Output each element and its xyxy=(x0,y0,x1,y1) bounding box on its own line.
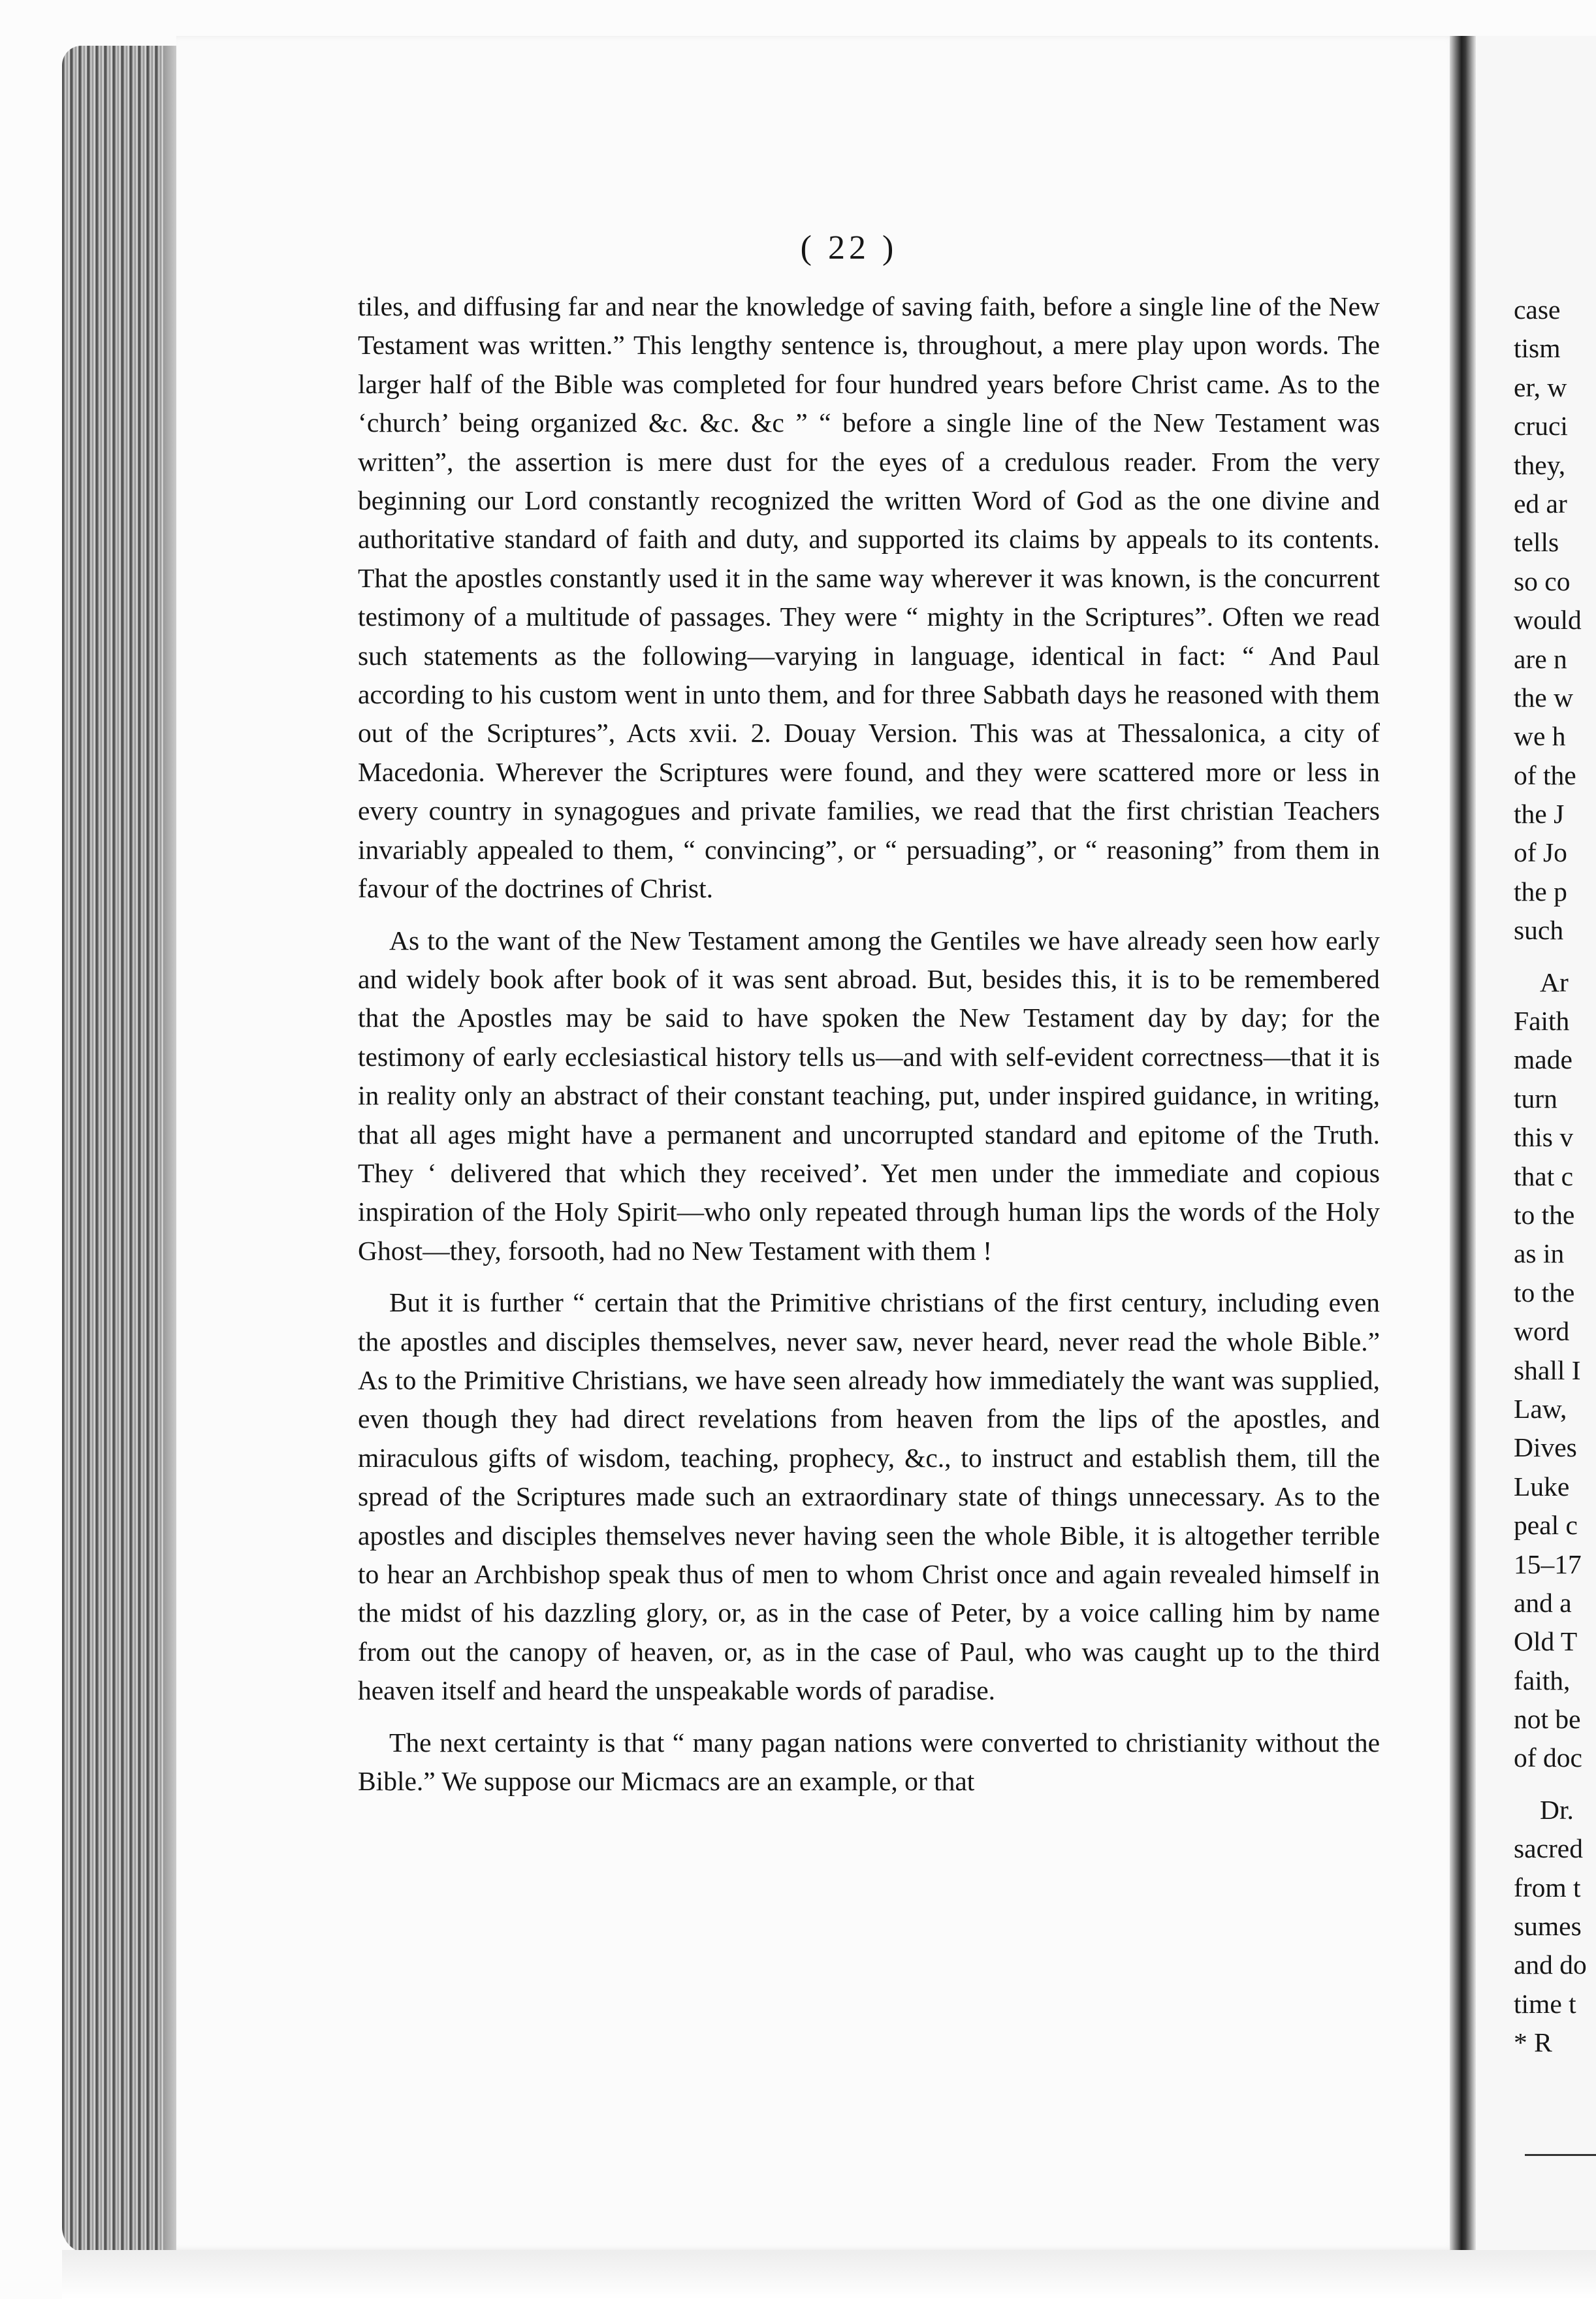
facing-page-line: Luke xyxy=(1514,1471,1570,1502)
facing-page-line: er, w xyxy=(1514,372,1567,402)
facing-page-line: that c xyxy=(1514,1161,1574,1191)
facing-page-line: would xyxy=(1514,605,1582,635)
facing-page-line: tells xyxy=(1514,527,1559,558)
facing-page-line: of the xyxy=(1514,760,1576,790)
facing-page-line: the J xyxy=(1514,799,1565,829)
facing-page-line: from t xyxy=(1514,1872,1581,1903)
facing-page-line: faith, xyxy=(1514,1665,1571,1696)
paragraph: As to the want of the New Testament among the Gentiles we have already seen how early and widely book after book of it was sent abroad. But, besides this, it is to be remembered that the Apostles may be said to have spoken the New Testament day by day; for the testimony of early ecclesiastical history tells us—and with self-evident correctness—that it is in reality only an abstract of their constant teaching, put, under inspired guidance, in writing, that all ages might have a permanent and uncorrupted standard and epitome of the Truth. They ‘ delivered that which they received’. Yet men under the immediate and copious inspiration of the Holy Spirit—who only repeated through human lips the words of the Holy Ghost—they, forsooth, had no New Testament with them ! xyxy=(358,925,1380,1266)
facing-page-line: they, xyxy=(1514,449,1566,480)
facing-page-line: of doc xyxy=(1514,1743,1582,1773)
page-number: ( 22 ) xyxy=(800,229,898,266)
paragraph: But it is further “ certain that the Primitive christians of the first century, including even the apostles and disciples themselves, never saw, never heard, never read the whole Bible.” As to the Primitive Christians, we have seen already how immediately the want was supplied, even though they had direct revelations from heaven from the lips of the apostles, and miraculous gifts of wisdom, teaching, prophecy, &c., to instruct and establish them, till the spread of the Scriptures made such an extraordinary state of things unnecessary. As to the apostles and disciples themselves never having seen the whole Bible, it is altogether terrible to hear an Archbishop speak thus of men to whom Christ once and again revealed himself in the midst of his dazzling glory, or, as in the case of Peter, by a voice calling him by name from out the canopy of heaven, or, as in the case of Paul, who was caught up to the third heaven itself and heard the unspeakable words of paradise. xyxy=(358,1287,1380,1706)
facing-page-line: time t xyxy=(1514,1988,1576,2019)
facing-page-line: ed ar xyxy=(1514,488,1567,519)
paragraph: tiles, and diffusing far and near the knowledge of saving faith, before a single line of the New Testament was written.” This lengthy sentence is, throughout, a mere play upon words. The larger half of the Bible was completed for four hundred years before Christ came. As to the ‘church’ being organized &c. &c. &c ” “ before a single line of the New Testament was written”, the assertion is mere dust for the eyes of a credulous reader. From the very beginning our Lord constantly recognized the written Word of God as the one divine and authoritative standard of faith and duty, and supported its claims by appeals to its contents. That the apostles constantly used it in the same way wherever it was known, is the concurrent testimony of a multitude of passages. They were “ mighty in the Scriptures”. Often we read such statements as the following—varying in language, identical in fact: “ And Paul according to his custom went in unto them, and for three Sabbath days he reasoned with them out of the Scriptures”, Acts xvii. 2. Douay Version. This was at Thessalonica, a city of Macedonia. Wherever the Scriptures were found, and they were scattered more or less in every country in synagogues and private families, we read that the first christian Teachers invariably appealed to them, “ convincing”, or “ persuading”, or “ reasoning” from them in favour of the doctrines of Christ. xyxy=(358,291,1380,904)
facing-page-line: to the xyxy=(1514,1277,1575,1308)
facing-page-line: tism xyxy=(1514,333,1561,364)
facing-page-line: the p xyxy=(1514,876,1567,907)
facing-page-line: * R xyxy=(1514,2027,1552,2058)
facing-page-line: of Jo xyxy=(1514,837,1567,868)
facing-page-line: not be xyxy=(1514,1704,1581,1735)
book-gutter xyxy=(1450,36,1476,2250)
facing-page-line: Dives xyxy=(1514,1432,1577,1463)
facing-page-line: Ar xyxy=(1540,967,1569,997)
facing-page-line: and a xyxy=(1514,1587,1572,1618)
facing-page-line: the w xyxy=(1514,682,1574,713)
facing-page-line: are n xyxy=(1514,643,1567,674)
facing-page-line: Dr. xyxy=(1540,1794,1574,1825)
footnote-rule xyxy=(1525,2154,1596,2156)
facing-page-line: made xyxy=(1514,1044,1572,1075)
facing-page-line: as in xyxy=(1514,1238,1565,1269)
facing-page-line: Faith xyxy=(1514,1006,1570,1037)
facing-page-line: sumes xyxy=(1514,1911,1582,1942)
facing-page-line: cruci xyxy=(1514,411,1568,442)
facing-page-line: such xyxy=(1514,915,1564,946)
facing-page-line: sacred xyxy=(1514,1833,1583,1864)
main-text-column xyxy=(358,287,1380,1814)
facing-page-line: to the xyxy=(1514,1199,1575,1230)
facing-page-line: shall I xyxy=(1514,1355,1581,1385)
facing-page-text xyxy=(1514,291,1596,2063)
facing-page-line: we h xyxy=(1514,721,1566,752)
book-page-edges xyxy=(62,46,176,2253)
facing-page-line: peal c xyxy=(1514,1510,1578,1541)
facing-page-line: so co xyxy=(1514,566,1571,596)
facing-page-line: Old T xyxy=(1514,1626,1578,1657)
facing-page-line: turn xyxy=(1514,1083,1557,1114)
paragraph: The next certainty is that “ many pagan nations were converted to christianity without the Bible.” We suppose our Micmacs are an example, or that xyxy=(358,1727,1380,1797)
facing-page-line: 15–17 xyxy=(1514,1549,1582,1579)
facing-page-line: word xyxy=(1514,1316,1570,1347)
facing-page-line: case xyxy=(1514,295,1561,325)
facing-page-line: this v xyxy=(1514,1122,1574,1153)
scan-bottom-edge xyxy=(62,2250,1596,2299)
facing-page-line: Law, xyxy=(1514,1393,1567,1424)
facing-page-line: and do xyxy=(1514,1950,1587,1980)
